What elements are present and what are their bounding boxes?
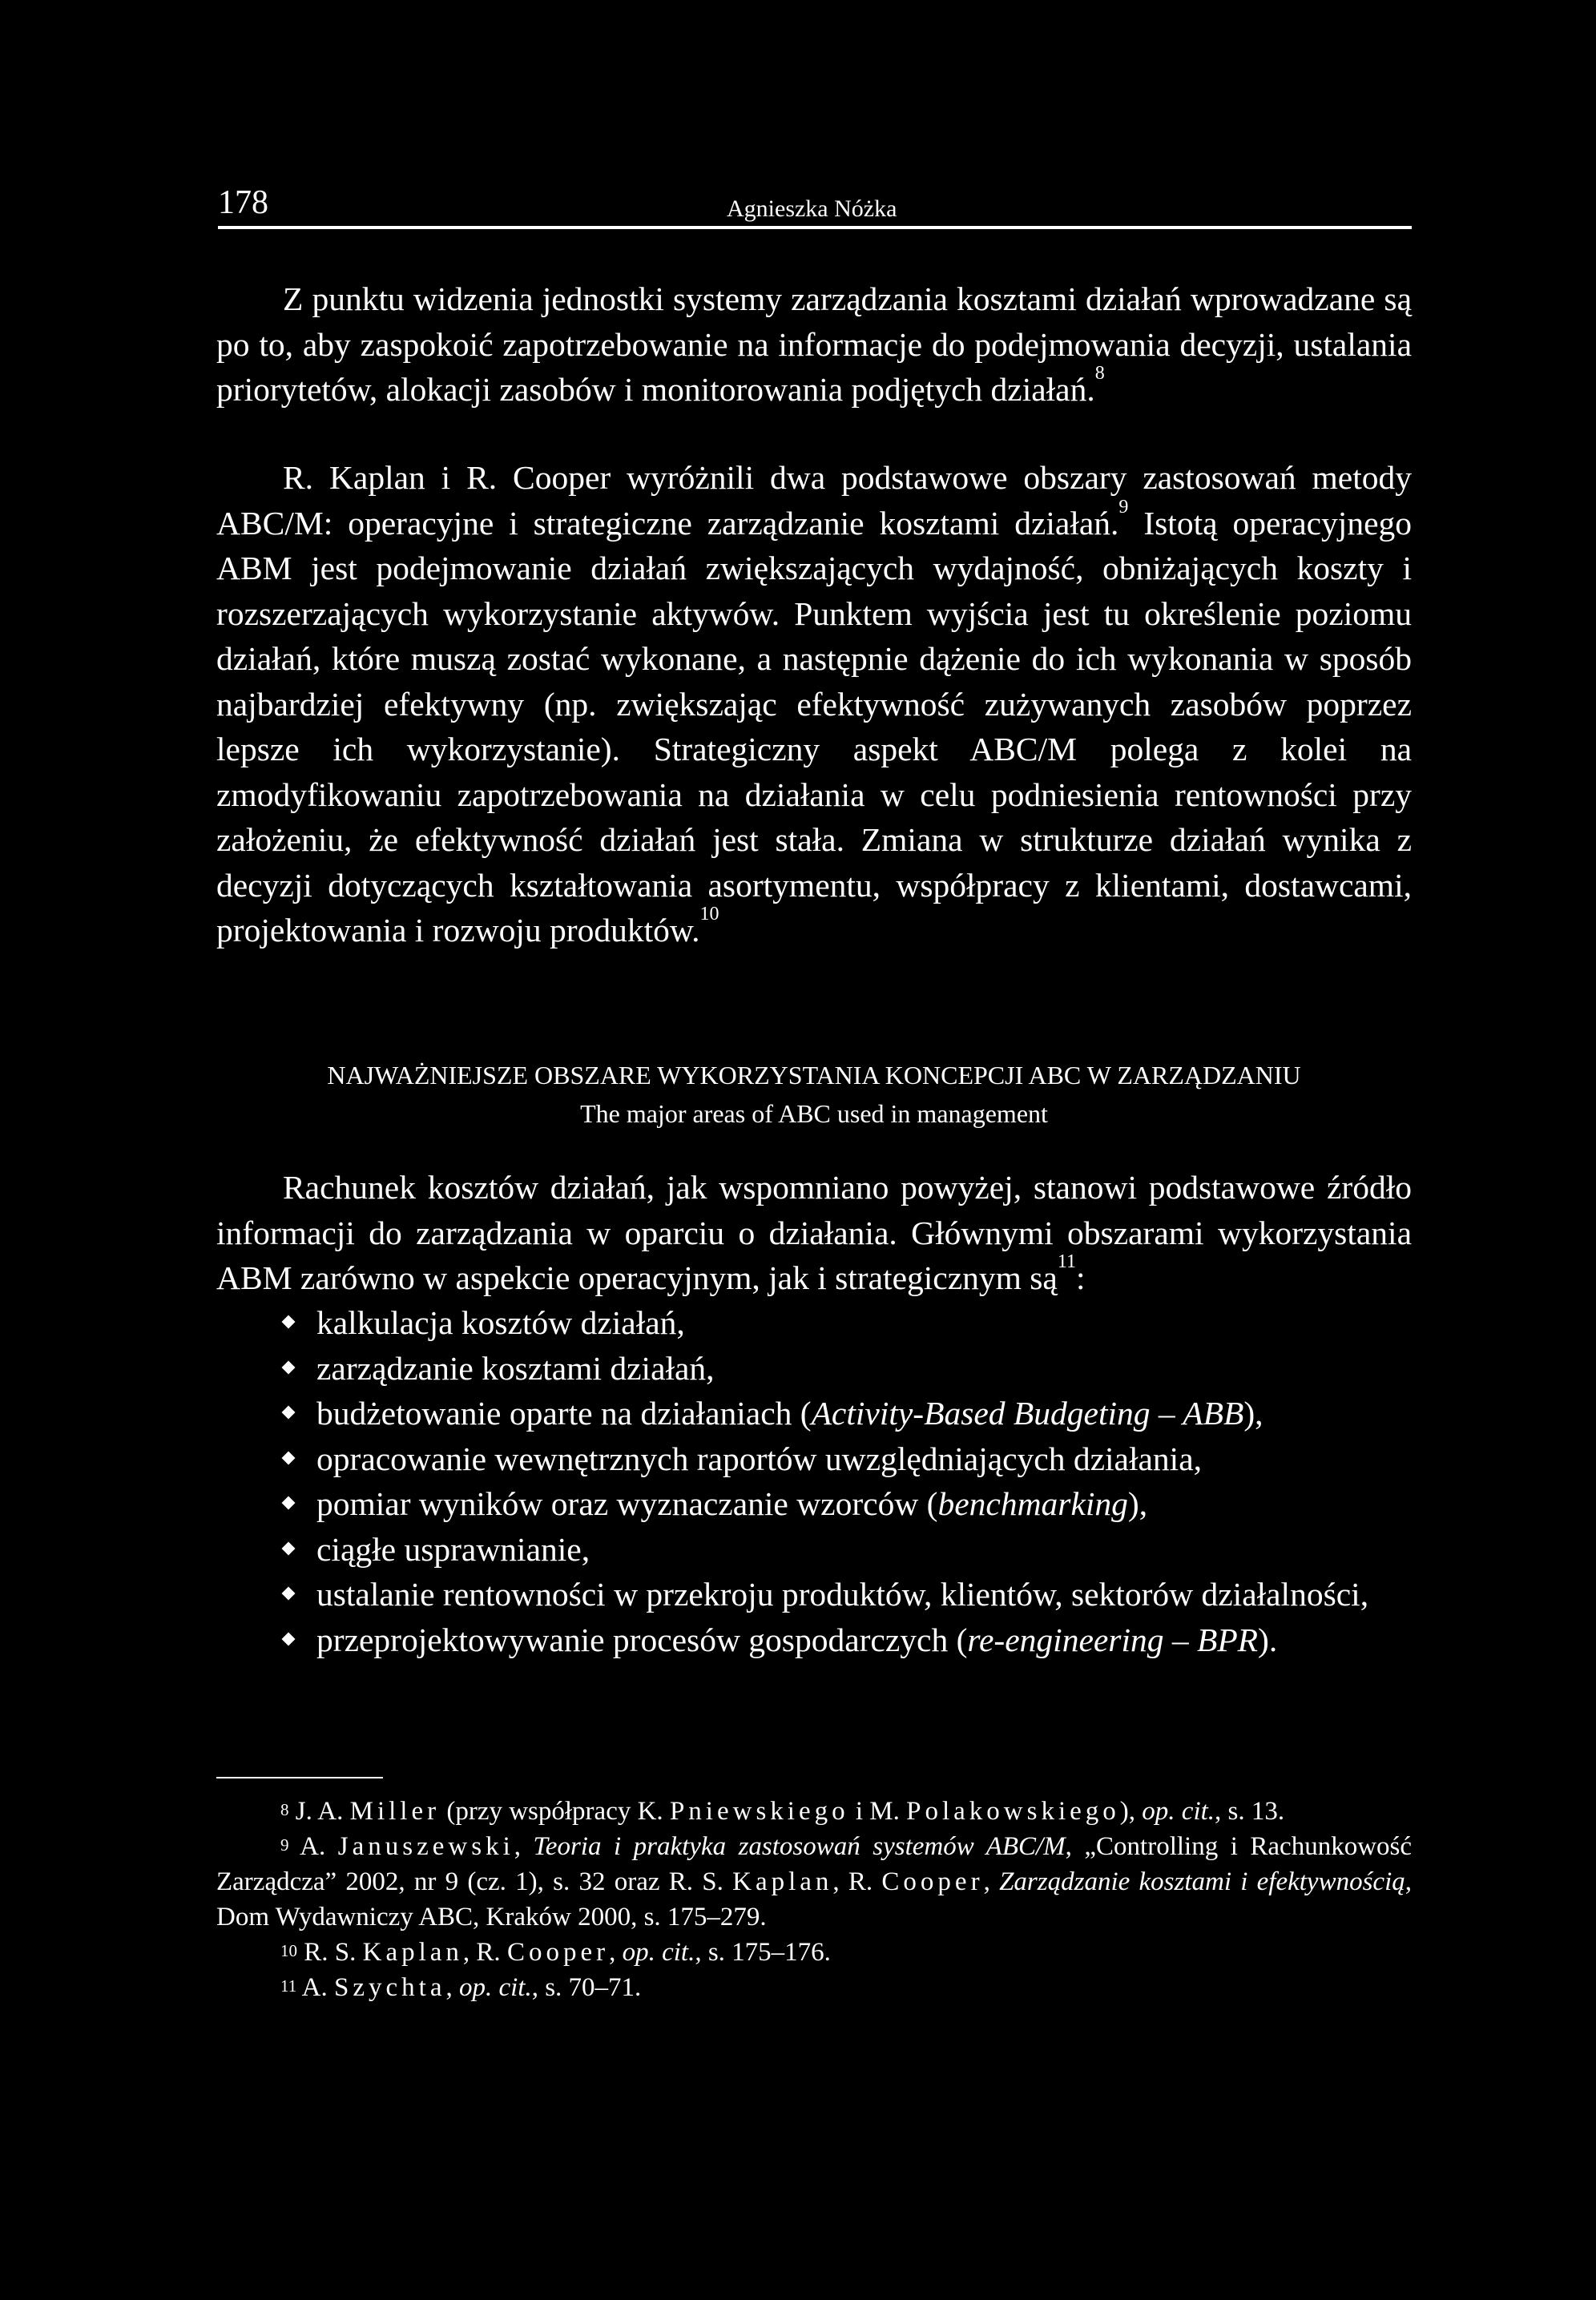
footnote-italic: Zarządzanie kosztami i efektywnością	[999, 1867, 1405, 1896]
footnote-text: J. A.	[288, 1797, 350, 1826]
section-title: NAJWAŻNIEJSZE OBSZARE WYKORZYSTANIA KONCEPCJI ABC W ZARZĄDZANIU	[327, 1061, 1301, 1090]
list-item	[280, 1527, 1412, 1573]
footnote-text: , s. 175–176.	[695, 1938, 831, 1967]
footnote-divider	[216, 1777, 383, 1778]
page-header	[218, 178, 1412, 229]
footnote-text: ,	[445, 1973, 459, 2002]
footnote-text: , s. 13.	[1215, 1797, 1285, 1826]
footnote-italic: Teoria i praktyka zastosowań systemów ABC/M	[533, 1832, 1066, 1861]
footnote-author: Januszewski	[337, 1832, 514, 1861]
footnote-text: R. S.	[297, 1938, 363, 1967]
footnote-author: Cooper	[506, 1938, 610, 1967]
list-item	[280, 1481, 1412, 1527]
footnote-ref-8: 8	[1094, 363, 1105, 384]
footnote-text: , Dom Wydawniczy ABC, Kraków 2000, s. 175–279.	[216, 1867, 1412, 1931]
list-item-text: ustalanie rentowności w przekroju produktów, klientów, sektorów działalności,	[316, 1576, 1369, 1613]
list-item-text: opracowanie wewnętrznych raportów uwzględniających działania,	[316, 1440, 1202, 1477]
list-item-text: ).	[1258, 1621, 1278, 1658]
list-item	[280, 1346, 1412, 1392]
list-item-italic: re-engineering – BPR	[967, 1621, 1259, 1658]
footnote-text: (przy współpracy K.	[440, 1797, 670, 1826]
footnote-10	[216, 1935, 1412, 1970]
footnote-text: A.	[288, 1832, 338, 1861]
bullet-icon	[282, 1632, 296, 1645]
footnote-text: ),	[1119, 1797, 1143, 1826]
paragraph-1-text: Z punktu widzenia jednostki systemy zarządzania kosztami działań wprowadzane są po to, aby zaspokoić zapotrzebowanie na informacje do podejmowania decyzji, ustalania priorytetów, alokacji zasobów i monitorowania podjętych działań.	[216, 280, 1412, 408]
bullet-icon	[282, 1406, 296, 1420]
footnote-ref-11: 11	[1057, 1251, 1076, 1272]
paragraph-2-text-b: Istotą operacyjnego ABM jest podejmowanie działań zwiększających wydajność, obniżających koszty i rozszerzających wykorzystanie aktywów. Punktem wyjścia jest tu określenie poziomu działań, które muszą zostać wykonane, a następnie dążenie do ich wykonania w sposób najbardziej efektywny (np. zwiększając efektywność zużywanych zasobów poprzez lepsze ich wykorzystanie). Strategiczny aspekt ABC/M polega z kolei na zmodyfikowaniu zapotrzebowania na działania w celu podniesienia rentowności przy założeniu, że efektywność działań jest stała. Zmiana w strukturze działań wynika z decyzji dotyczących kształtowania asortymentu, współpracy z klientami, dostawcami, projektowania i rozwoju produktów.	[216, 504, 1412, 949]
footnote-author: Cooper	[881, 1867, 984, 1896]
section-subtitle: The major areas of ABC used in management	[580, 1099, 1048, 1128]
list-item-text: zarządzanie kosztami działań,	[316, 1349, 715, 1387]
bullet-icon	[282, 1360, 296, 1374]
footnote-11	[216, 1970, 1412, 2005]
footnote-text: A.	[296, 1973, 334, 2002]
list-item-text: budżetowanie oparte na działaniach (	[316, 1395, 812, 1432]
list-item	[280, 1436, 1412, 1482]
page-number: 178	[218, 184, 268, 221]
footnote-author: Polakowskiego	[906, 1797, 1120, 1826]
list-item	[280, 1572, 1412, 1617]
list-item-text: ),	[1127, 1485, 1148, 1522]
bullet-list	[280, 1300, 1412, 1662]
list-item-text: pomiar wyników oraz wyznaczanie wzorców (	[316, 1485, 938, 1522]
paragraph-3-tail: :	[1075, 1259, 1086, 1296]
footnote-number: 10	[280, 1941, 297, 1960]
list-item	[280, 1300, 1412, 1346]
footnote-number: 8	[280, 1800, 289, 1819]
footnote-text: , „Controlling i Rachunkowość Zarządcza” 2002, nr 9 (cz. 1), s. 32 oraz R. S.	[216, 1832, 1413, 1896]
footnote-author: Szychta	[334, 1973, 446, 2002]
running-head: Agnieszka Nóżka	[727, 195, 897, 222]
footnote-italic: op. cit.	[622, 1938, 695, 1967]
footnote-author: Kaplan	[362, 1938, 463, 1967]
footnote-text: ,	[983, 1867, 1000, 1896]
paragraph-3	[216, 1165, 1412, 1301]
bullet-icon	[282, 1451, 296, 1464]
footnote-number: 9	[280, 1835, 289, 1855]
list-item-text: ),	[1243, 1395, 1264, 1432]
list-item-text: kalkulacja kosztów działań,	[316, 1304, 685, 1341]
list-item-italic: Activity-Based Budgeting – ABB	[811, 1395, 1244, 1432]
footnote-9	[216, 1829, 1412, 1935]
footnote-number: 11	[280, 1976, 297, 1996]
footnote-text: , s. 70–71.	[531, 1973, 642, 2002]
footnote-italic: op. cit.	[458, 1973, 532, 2002]
footnote-text: , R.	[462, 1938, 507, 1967]
list-item-text: ciągłe usprawnianie,	[316, 1530, 590, 1568]
footnotes	[216, 1794, 1412, 2005]
list-item-text: przeprojektowywanie procesów gospodarczych (	[316, 1621, 968, 1658]
footnote-text: ,	[514, 1832, 534, 1861]
footnote-8	[216, 1794, 1412, 1829]
footnote-ref-9: 9	[1118, 496, 1129, 518]
paragraph-1	[216, 276, 1412, 413]
paragraph-2	[216, 455, 1412, 953]
bullet-icon	[282, 1541, 296, 1555]
footnote-author: Pniewskiego	[669, 1797, 849, 1826]
list-item	[280, 1391, 1412, 1436]
bullet-icon	[282, 1587, 296, 1601]
footnote-text: ,	[609, 1938, 623, 1967]
list-item	[280, 1617, 1412, 1663]
paragraph-2-text-a: R. Kaplan i R. Cooper wyróżnili dwa podstawowe obszary zastosowań metody ABC/M: operacyjne i strategiczne zarządzanie kosztami działań.	[216, 459, 1412, 542]
footnote-text: , R.	[832, 1867, 882, 1896]
bullet-icon	[282, 1496, 296, 1510]
list-item-italic: benchmarking	[937, 1485, 1128, 1522]
footnote-author: Miller	[349, 1797, 441, 1826]
footnote-author: Kaplan	[732, 1867, 833, 1896]
paragraph-3-text: Rachunek kosztów działań, jak wspomniano powyżej, stanowi podstawowe źródło informacji do zarządzania w oparciu o działania. Głównymi obszarami wykorzystania ABM zarówno w aspekcie operacyjnym, jak i strategicznym są	[216, 1169, 1412, 1296]
footnote-ref-10: 10	[699, 904, 719, 924]
footnote-italic: op. cit.	[1142, 1797, 1215, 1826]
bullet-icon	[282, 1315, 296, 1329]
footnote-text: i M.	[848, 1797, 907, 1826]
